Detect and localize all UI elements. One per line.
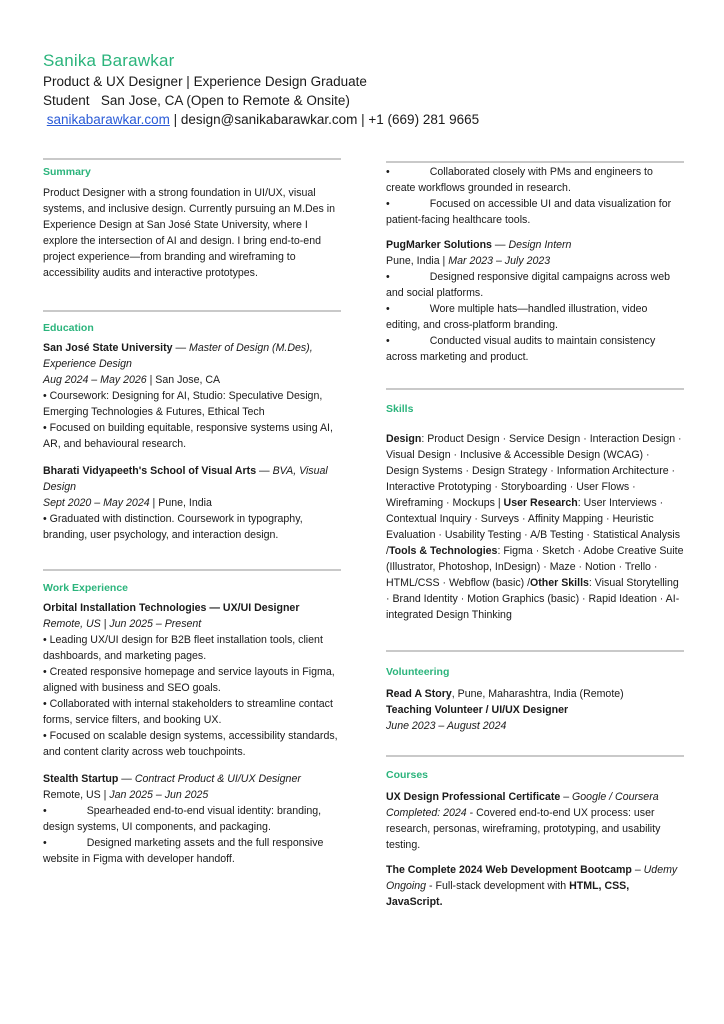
- dash: —: [118, 773, 135, 785]
- courses-heading: Courses: [386, 769, 429, 781]
- education-dates: Aug 2024 – May 2026: [43, 374, 147, 386]
- education-entry: [43, 340, 341, 452]
- headline-student: Student: [43, 93, 90, 108]
- company-name: PugMarker Solutions: [386, 239, 492, 251]
- section-divider: [43, 310, 341, 312]
- job-entry: [43, 771, 341, 867]
- education-dates: Sept 2020 – May 2024: [43, 497, 150, 509]
- skills-other-label: Other Skills: [530, 577, 589, 589]
- job-bullet: • Leading UX/UI design for B2B fleet installation tools, client dashboards, and marketing pages.: [43, 634, 323, 662]
- candidate-name: Sanika Barawkar: [43, 51, 175, 70]
- section-divider: [43, 158, 341, 160]
- education-heading: Education: [43, 322, 94, 334]
- section-divider: [386, 755, 684, 757]
- dash: –: [560, 791, 573, 803]
- section-divider: [386, 650, 684, 652]
- job-meta: Remote, US | Jun 2025 – Present: [43, 618, 202, 630]
- job-entry: [43, 600, 341, 760]
- course-entry: [386, 862, 684, 910]
- section-divider: [386, 388, 684, 390]
- section-divider: [43, 569, 341, 571]
- volunteer-location: , Pune, Maharashtra, India (Remote): [451, 688, 624, 700]
- phone[interactable]: +1 (669) 281 9665: [368, 112, 480, 127]
- summary-heading: Summary: [43, 166, 91, 178]
- job-bullet: • Designed responsive digital campaigns across web and social platforms.: [386, 271, 670, 299]
- degree: BVA, Visual Design: [43, 465, 328, 493]
- job-bullet: • Created responsive homepage and service layouts in Figma, aligned with business and SEO goals.: [43, 666, 335, 694]
- job-role: Design Intern: [508, 239, 572, 251]
- job-bullet: • Collaborated closely with PMs and engineers to create workflows grounded in research.: [386, 166, 653, 194]
- course-name: The Complete 2024 Web Development Bootcamp: [386, 864, 632, 876]
- job-bullet-text: Spearheaded end-to-end visual identity: branding, design systems, UI components, and packaging.: [43, 805, 322, 833]
- dash: —: [256, 465, 273, 477]
- job-role: Contract Product & UI/UX Designer: [134, 773, 301, 785]
- headline: Product & UX Designer | Experience Design Graduate: [43, 74, 367, 89]
- skills-research-label: User Research: [503, 497, 578, 509]
- school-name: Bharati Vidyapeeth's School of Visual Arts: [43, 465, 257, 477]
- job-location: Remote, US |: [43, 789, 110, 801]
- job-title: Orbital Installation Technologies — UX/UI Designer: [43, 602, 300, 614]
- education-location: | Pune, India: [149, 497, 212, 509]
- dash: —: [172, 342, 190, 354]
- job-bullet: • Conducted visual audits to maintain consistency across marketing and product.: [386, 335, 656, 363]
- course-provider: Google / Coursera: [572, 791, 659, 803]
- job-entry: [386, 237, 684, 365]
- job-bullet: • Focused on accessible UI and data visualization for patient-facing healthcare tools.: [386, 198, 672, 226]
- job-bullet-text: Designed responsive digital campaigns across web and social platforms.: [386, 271, 670, 299]
- job-bullet-text: Focused on accessible UI and data visualization for patient-facing healthcare tools.: [386, 198, 672, 226]
- skills-design-label: Design: [386, 433, 422, 445]
- skills-other-list: : Visual Storytelling · Brand Identity · Motion Graphics (basic) · Rapid Ideation · AI-integrated Design Thinking: [386, 577, 680, 621]
- dash: –: [631, 864, 644, 876]
- summary-text: Product Designer with a strong foundation in UI/UX, visual systems, and inclusive design. Currently pursuing an M.Des in Experience Design at San José State University, where I explore the intersection of AI and design. I bring end-to-end project experience—from branding and wireframing to accessibility audits and interactive prototypes.: [43, 187, 336, 279]
- contact-line: [43, 110, 703, 129]
- job-bullet: • Designed marketing assets and the full responsive website in Figma with developer handoff.: [43, 837, 324, 865]
- education-bullet: • Graduated with distinction. Coursework in typography, branding, user psychology, and interaction design.: [43, 513, 303, 541]
- job-bullet: • Focused on scalable design systems, accessibility standards, and content clarity across web touchpoints.: [43, 730, 338, 758]
- job-bullet-text: Conducted visual audits to maintain consistency across marketing and product.: [386, 335, 656, 363]
- course-provider: Udemy: [643, 864, 678, 876]
- volunteer-org: Read A Story: [386, 688, 452, 700]
- skills-tools-list: : Figma · Sketch · Adobe Creative Suite (Illustrator, Photoshop, InDesign) · Maze · Notion · Trello · HTML/CSS · Webflow (basic) /: [386, 545, 684, 589]
- job-bullet: • Spearheaded end-to-end visual identity: branding, design systems, UI components, and packaging.: [43, 805, 322, 833]
- job-bullet-text: Collaborated closely with PMs and engineers to create workflows grounded in research.: [386, 166, 653, 194]
- dash: —: [491, 239, 509, 251]
- contact-separator: |: [169, 112, 181, 127]
- volunteer-dates: June 2023 – August 2024: [386, 720, 507, 732]
- headline-location: [43, 91, 703, 110]
- skills-text: [386, 431, 684, 623]
- course-tech: HTML, CSS, JavaScript.: [386, 880, 630, 908]
- skills-heading: Skills: [386, 403, 414, 415]
- education-location: | San Jose, CA: [146, 374, 221, 386]
- course-entry: [386, 789, 684, 853]
- course-description: - Covered end-to-end UX process: user research, personas, wireframing, prototyping, and usability testing.: [386, 807, 661, 851]
- job-bullet: • Collaborated with internal stakeholders to streamline contact forms, service filters, and booking UX.: [43, 698, 333, 726]
- skills-research-list: : User Interviews · Contextual Inquiry · Surveys · Affinity Mapping · Heuristic Evaluation · Usability Testing · A/B Testing · Statistical Analysis /: [386, 497, 681, 557]
- right-column: [386, 161, 684, 910]
- course-status: Ongoing: [386, 880, 427, 892]
- resume-header: [43, 50, 703, 129]
- job-bullet-text: Wore multiple hats—handled illustration, video editing, and cross-platform branding.: [386, 303, 648, 331]
- skills-design-list: : Product Design · Service Design · Interaction Design · Visual Design · Inclusive & Accessible Design (WCAG) · Design Systems · Design Strategy · Information Architecture · Interactive Prototyping · Storyboarding · User Flows · Wireframing · Mockups |: [386, 433, 682, 509]
- course-description: - Full-stack development with: [426, 880, 570, 892]
- email[interactable]: design@sanikabarawkar.com: [180, 112, 358, 127]
- contact-separator: |: [357, 112, 369, 127]
- skills-tools-label: Tools & Technologies: [388, 545, 498, 557]
- course-status: Completed: 2024: [386, 807, 467, 819]
- job-bullet-text: Designed marketing assets and the full responsive website in Figma with developer handoff.: [43, 837, 324, 865]
- education-entry: [43, 463, 341, 543]
- company-name: Stealth Startup: [43, 773, 119, 785]
- location: San Jose, CA (Open to Remote & Onsite): [100, 93, 350, 108]
- job-entry-continued: [386, 164, 684, 228]
- work-heading: Work Experience: [43, 582, 129, 594]
- education-bullet: • Focused on building equitable, responsive systems using AI, AR, and behavioural research.: [43, 422, 333, 450]
- left-column: [43, 158, 341, 867]
- volunteering-heading: Volunteering: [386, 666, 450, 678]
- job-location: Pune, India |: [386, 255, 449, 267]
- volunteer-entry: [386, 686, 684, 734]
- website-link[interactable]: sanikabarawkar.com: [46, 112, 170, 127]
- job-bullet: • Wore multiple hats—handled illustration, video editing, and cross-platform branding.: [386, 303, 648, 331]
- degree: Master of Design (M.Des), Experience Design: [43, 342, 313, 370]
- course-name: UX Design Professional Certificate: [386, 791, 561, 803]
- volunteer-role: Teaching Volunteer / UI/UX Designer: [386, 704, 569, 716]
- education-bullet: • Coursework: Designing for AI, Studio: Speculative Design, Emerging Technologies & Futures, Ethical Tech: [43, 390, 323, 418]
- school-name: San José State University: [43, 342, 173, 354]
- job-dates: Jan 2025 – Jun 2025: [109, 789, 209, 801]
- job-dates: Mar 2023 – July 2023: [448, 255, 551, 267]
- section-divider: [386, 161, 684, 163]
